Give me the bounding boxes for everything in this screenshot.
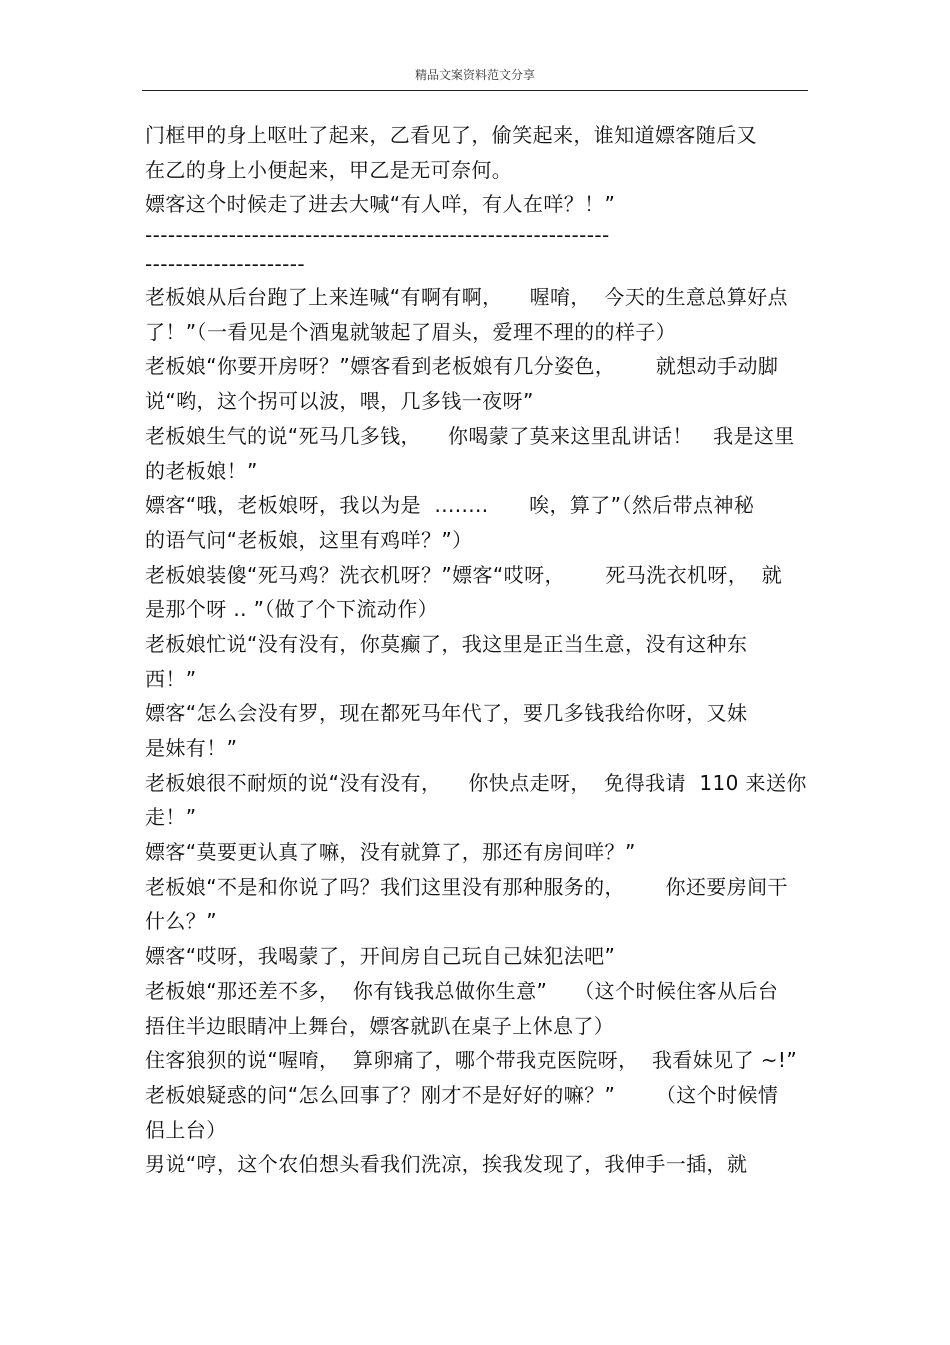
separator-line: ------------------------------------------------------------- bbox=[145, 223, 610, 248]
text-line: 老板娘从后台跑了上来连喊“有啊有啊， 喔唷， 今天的生意总算好点 bbox=[145, 285, 788, 310]
text-line: 是那个呀 .. ”（做了个下流动作） bbox=[145, 597, 438, 622]
text-line: 老板娘忙说“没有没有，你莫癫了，我这里是正当生意，没有这种东 bbox=[145, 631, 748, 656]
text-line: 嫖客“哎呀，我喝蒙了，开间房自己玩自己妹犯法吧” bbox=[145, 944, 616, 969]
text-line: 老板娘疑惑的问“怎么回事了？刚才不是好好的嘛？” （这个时候情 bbox=[145, 1082, 779, 1107]
document-body bbox=[145, 118, 809, 1182]
header-divider bbox=[142, 90, 808, 91]
text-line: 走！” bbox=[145, 805, 197, 830]
text-line: 门框甲的身上呕吐了起来，乙看见了，偷笑起来，谁知道嫖客随后又 bbox=[145, 123, 757, 147]
text-line: 男说“哼，这个农伯想头看我们洗凉，挨我发现了，我伸手一插，就 bbox=[145, 1152, 748, 1177]
text-line: 的语气问“老板娘，这里有鸡咩？”） bbox=[145, 527, 473, 552]
text-line: 捂住半边眼睛冲上舞台，嫖客就趴在桌子上休息了） bbox=[145, 1013, 615, 1038]
text-line: 在乙的身上小便起来，甲乙是无可奈何。 bbox=[145, 157, 513, 182]
text-line: 说“哟，这个拐可以波，喂，几多钱一夜呀” bbox=[145, 389, 534, 414]
text-line: 老板娘装傻“死马鸡？洗衣机呀？”嫖客“哎呀， 死马洗衣机呀， 就 bbox=[145, 562, 783, 587]
text-line: 老板娘“你要开房呀？”嫖客看到老板娘有几分姿色， 就想动手动脚 bbox=[145, 354, 779, 379]
text-line: 了！”（一看见是个酒鬼就皱起了眉头，爱理不理的的样子） bbox=[145, 319, 677, 344]
text-line: 侣上台） bbox=[145, 1117, 227, 1142]
text-line: 嫖客“哦，老板娘呀，我以为是 ........ 唉，算了”（然后带点神秘 bbox=[145, 493, 755, 518]
text-line: 老板娘“那还差不多， 你有钱我总做你生意” （这个时候住客从后台 bbox=[145, 978, 779, 1003]
text-line: 老板娘很不耐烦的说“没有没有， 你快点走呀， 免得我请 110 来送你 bbox=[145, 770, 807, 795]
text-line: 老板娘生气的说“死马几多钱， 你喝蒙了莫来这里乱讲话！ 我是这里 bbox=[145, 423, 795, 448]
text-line: 嫖客“怎么会没有罗，现在都死马年代了，要几多钱我给你呀，又妹 bbox=[145, 701, 748, 726]
text-line: 嫖客这个时候走了进去大喊“有人咩，有人在咩？！” bbox=[145, 192, 616, 217]
text-line: 住客狼狈的说“喔唷， 算卵痛了，哪个带我克医院呀， 我看妹见了 ~!” bbox=[145, 1048, 798, 1073]
text-line: 老板娘“不是和你说了吗？我们这里没有那种服务的， 你还要房间干 bbox=[145, 874, 788, 899]
text-line: 的老板娘！” bbox=[145, 458, 258, 483]
text-line: 西！” bbox=[145, 666, 197, 691]
page-header: 精品文案资料范文分享 bbox=[414, 68, 535, 82]
separator-line: --------------------- bbox=[145, 252, 305, 277]
text-line: 嫖客“莫要更认真了嘛，没有就算了，那还有房间咩？” bbox=[145, 840, 636, 865]
text-line: 是妹有！” bbox=[145, 736, 238, 760]
text-line: 什么？” bbox=[145, 909, 217, 934]
